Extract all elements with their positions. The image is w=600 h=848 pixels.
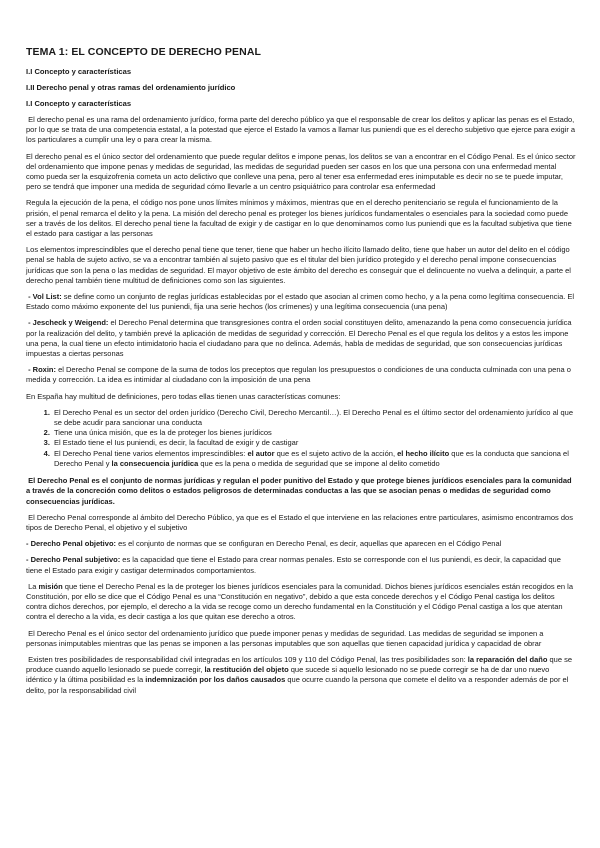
list-bold: el autor <box>247 448 275 458</box>
definition-lead: - Jescheck y Weigend: <box>28 318 109 328</box>
section-heading-concepto-repeat: I.I Concepto y características <box>26 99 132 108</box>
bold-text: misión <box>38 581 63 591</box>
item-derecho-objetivo <box>26 539 576 549</box>
document-title: TEMA 1: EL CONCEPTO DE DERECHO PENAL <box>26 46 262 58</box>
item-text: es la capacidad que tiene el Estado para crear normas penales. Esto se corresponde con el Ius puniendi, es decir, la capacidad que tiene el Estado para exigir y castigar determinados comportamientos. <box>26 555 561 575</box>
list-item <box>52 449 576 469</box>
item-lead: - Derecho Penal subjetivo: <box>26 555 121 565</box>
list-text: que es la conducta que sanciona el Derecho Penal y <box>54 448 569 468</box>
section-heading-otras-ramas: I.II Derecho penal y otras ramas del ordenamiento jurídico <box>26 83 236 92</box>
definition-lead: - Vol List: <box>28 292 62 302</box>
definition-text: se define como un conjunto de reglas jurídicas establecidas por el estado que asocian al crimen como hecho, y a la pena como legítima consecuencia. El Estado como máximo exponente del Ius puniendi, fija una serie hechos (los crímenes) y una legítima consecuencia (una pena) <box>26 292 575 312</box>
paragraph-espana: En España hay multitud de definiciones, pero todas ellas tienen unas características comunes: <box>26 391 341 401</box>
list-item: 1. El Derecho Penal es un sector del orden jurídico (Derecho Civil, Derecho Mercantil…). El Derecho Penal es el último sector del ordenamiento jurídico al que se debe acudir para sancionar una conducta <box>52 408 576 428</box>
list-text: que es la pena o medida de seguridad que se impone al delito cometido <box>198 458 440 468</box>
paragraph-mision <box>26 582 576 623</box>
list-item: 3. El Estado tiene el Ius puniendi, es decir, la facultad de exigir y de castigar <box>52 438 576 448</box>
definition-roxin <box>26 365 576 385</box>
list-bold: el hecho ilícito <box>397 448 450 458</box>
paragraph-definition-bold: El Derecho Penal es el conjunto de normas jurídicas y regulan el poder punitivo del Estado y que protege bienes jurídicos esenciales para la comunidad a través de la concreción como delitos o estados peligrosos de determinadas conductas a las que se asocian penas o medidas de seguridad como consecuencias jurídicas. <box>26 476 572 506</box>
list-item: 2. Tiene una única misión, que es la de proteger los bienes jurídicos <box>52 428 576 438</box>
paragraph-penas-medidas: El Derecho Penal es el único sector del ordenamiento jurídico que puede imponer penas y medidas de seguridad. Las medidas de seguridad se imponen a personas inimputables mientras que las penas se imponen a las personas imputables que son aquellas que tienen capacidad jurídica y capacidad de obrar <box>26 628 544 648</box>
paragraph-responsabilidad-civil <box>26 655 576 696</box>
definition-text: el Derecho Penal determina que transgresiones contra el orden social constituyen delito, amenazando la pena como consecuencia jurídica por la realización del delito, y también prevé la aplicación de medidas de seguridad y corrección. El Derecho Penal es el que regula los delitos y a estos les impone una pena, la cual tiene un efecto intimidatorio hacia el ciudadano para que no delinca. Además, habla de medidas de seguridad, que son consecuencias jurídicas impuestas a ciertas personas <box>26 318 572 359</box>
definition-vol-list <box>26 292 576 312</box>
list-text: El Derecho Penal tiene varios elementos imprescindibles: <box>54 448 248 458</box>
item-derecho-subjetivo <box>26 555 576 575</box>
paragraph-elementos: Los elementos imprescindibles que el derecho penal tiene que tener, tiene que haber un hecho ilícito llamado delito, tiene que haber un autor del delito en el código penal se habla de sujeto activo, se va a encontrar también al sujeto pasivo que es el titular del bien jurídico protegido y el derecho penal impone consecuencias jurídicas que son la pena o las medidas de seguridad. El mayor objetivo de este ámbito del derecho es conseguir que el delincuente no vuelva a delinquir, a parte el derecho penal también tiene multitud de definiciones como son las siguientes. <box>26 245 571 285</box>
paragraph-unico-sector: El derecho penal es el único sector del ordenamiento que puede regular delitos e impone penas, los delitos se van a encontrar en el Código Penal. Es el único sector del ordenamiento que impone penas y medidas de seguridad, las medidas de seguridad pueden ser casos en los que una persona con una enfermedad mental como pueda ser la esquizofrenia cometa un acto delictivo que conlleve una pena, pero al tener esa enfermedad eres inimputable es decir no se te puede imputar, pero se tendrá que imponer una medida de seguridad cómo llevarle a un centro psiquiátrico para controlar esa enfermedad <box>26 151 576 192</box>
paragraph-intro: El derecho penal es una rama del ordenamiento jurídico, forma parte del derecho público ya que el responsable de crear los delitos y aplicar las penas es el Estado, por lo que se trata de una competencia estatal, a la potestad que ejerce el Estado la vamos a llamar Ius puniendi que es el derecho subjetivo que ejerce para exigir a los particulares a cumplir una ley o para crear la misma. <box>26 115 576 145</box>
bold-text: indemnización por los daños causados <box>145 675 286 685</box>
characteristics-list <box>26 408 576 469</box>
definition-text: el Derecho Penal se compone de la suma de todos los preceptos que regulan los presupuestos o condiciones de una conducta culminada con una pena o medida y corrección. La idea es intimidar al ciudadano con la imposición de una pena <box>26 365 571 385</box>
text: que sucede si aquello lesionado no se puede corregir se ha de dar uno nuevo idéntico y la última posibilidad es la <box>26 665 550 685</box>
bold-text: la restitución del objeto <box>204 665 289 675</box>
definition-jescheck <box>26 318 576 359</box>
paragraph-ejecucion-pena: Regula la ejecución de la pena, el código nos pone unos límites mínimos y máximos, mientras que en el derecho penitenciario se regula el funcionamiento de la prisión, el penal remarca el delito y la pena. La misión del derecho penal es proteger los bienes jurídicos fundamentales o esenciales para la sociedad como puede ser a través de los delitos. El derecho penal tiene la facultad de exigir y de castigar en lo que denominamos como Ius puniendi que es la facultad subjetiva que tiene el estado para castigar a las personas <box>26 198 572 239</box>
text: que ocurre cuando la persona que comete el delito va a responder además de por el delito, por la responsabilidad civil <box>26 675 569 695</box>
list-text: que es el sujeto activo de la acción, <box>274 448 398 458</box>
text: que tiene el Derecho Penal es la de proteger los bienes jurídicos esenciales para la comunidad. Dichos bienes jurídicos esenciales están recogidos en la Constitución, por ello se dice que el Código Penal es una “Constitución en negativo”, debido a que esta concede derechos y el Código Penal castiga los delitos contra dichos derechos, por ejemplo, el derecho a la vida se recoge como un derecho fundamental en la Constitución y el Código Penal castiga a los que atentan contra el derecho a la vida, es decir castiga a los que quitan ese derecho a otros. <box>26 581 574 622</box>
text: La <box>28 581 39 591</box>
text: Existen tres posibilidades de responsabilidad civil integradas en los artículos 109 y 110 del Código Penal, las tres posibilidades son: <box>28 654 468 664</box>
item-text: es el conjunto de normas que se configuran en Derecho Penal, es decir, aquellas que aparecen en el Código Penal <box>116 539 502 549</box>
item-lead: - Derecho Penal objetivo: <box>26 539 117 549</box>
section-heading-concepto: I.I Concepto y características <box>26 67 132 76</box>
list-bold: la consecuencia jurídica <box>111 458 199 468</box>
bold-text: la reparación del daño <box>467 654 548 664</box>
text: que se produce cuando aquello lesionado se puede corregir, <box>26 654 573 675</box>
document-page <box>26 46 576 702</box>
definition-lead: - Roxin: <box>28 365 57 375</box>
paragraph-derecho-publico: El Derecho Penal corresponde al ámbito del Derecho Público, ya que es el Estado el que interviene en las relaciones entre particulares, asimismo encontramos dos tipos de Derecho Penal, el objetivo y el subjetivo <box>26 512 573 532</box>
